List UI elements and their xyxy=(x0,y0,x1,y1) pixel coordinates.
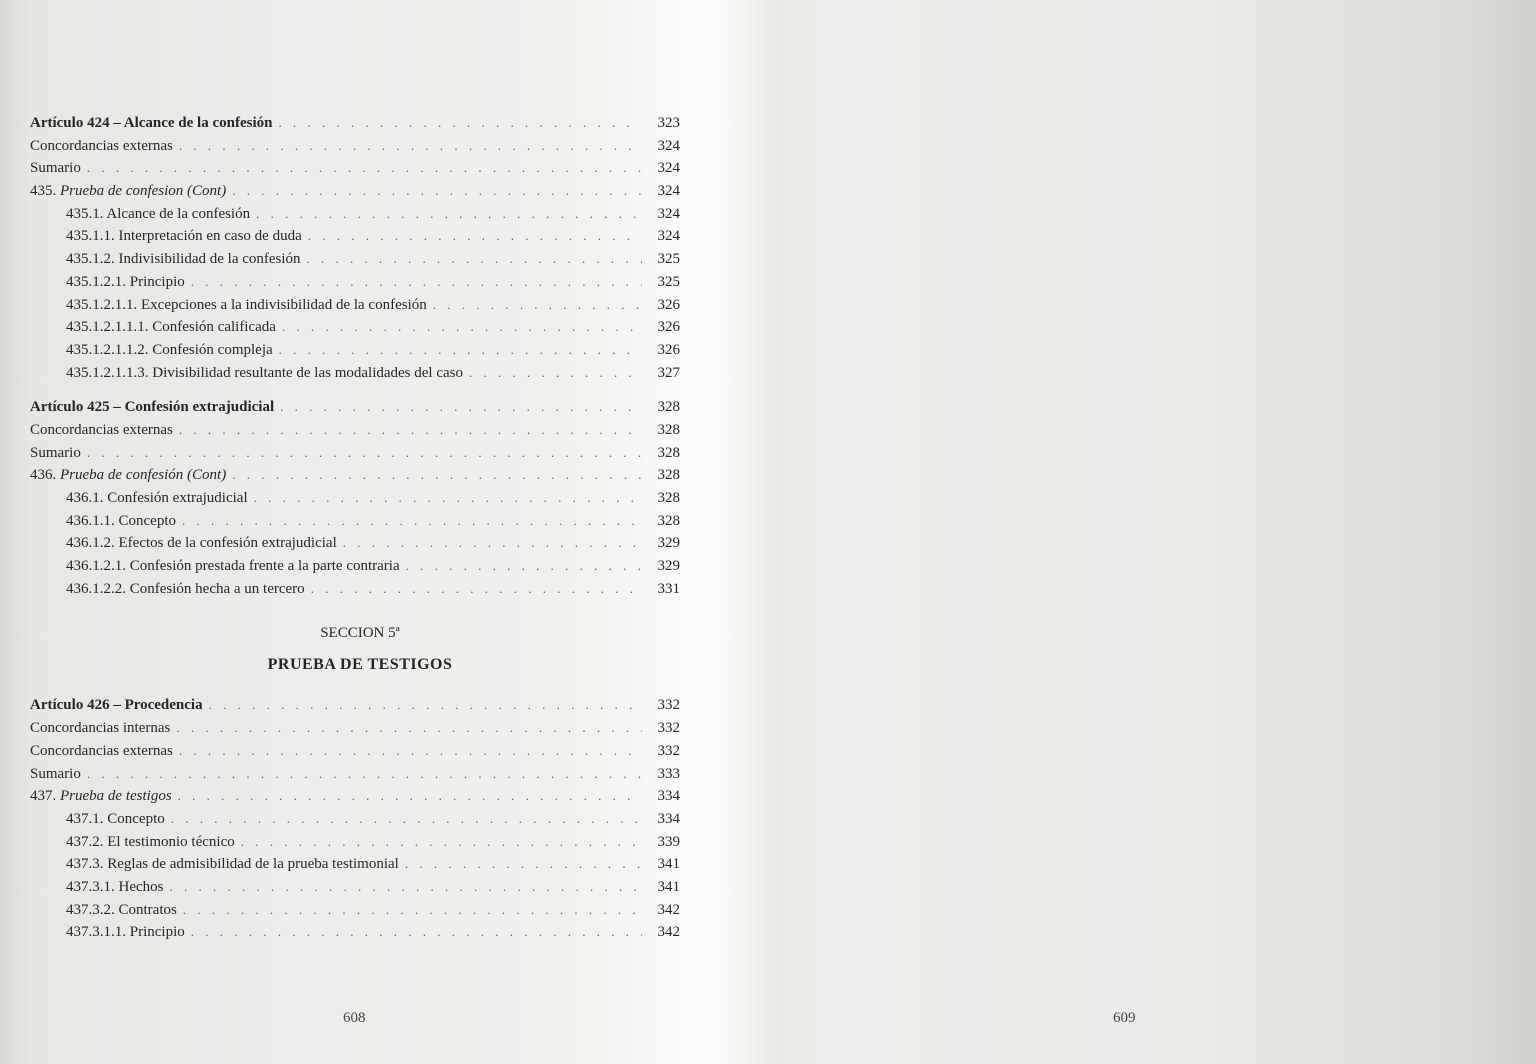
toc-page-number: 323 xyxy=(657,115,680,131)
toc-entry-label xyxy=(30,180,226,203)
dot-leader xyxy=(254,487,642,510)
toc-entry-label xyxy=(30,464,226,487)
toc-entry-label: 437.3.2. Contratos xyxy=(66,901,177,918)
toc-entry-label: Sumario xyxy=(30,444,81,461)
dot-leader xyxy=(232,464,642,487)
toc-subentry xyxy=(30,294,680,317)
toc-page-number: 339 xyxy=(657,833,680,850)
toc-entry-label: 435.1.2.1. Principio xyxy=(66,273,185,290)
toc-entry-label: 437.2. El testimonio técnico xyxy=(66,833,235,850)
toc-page-number: 324 xyxy=(657,160,680,177)
toc-entry-label: Sumario xyxy=(30,765,81,782)
section-heading xyxy=(30,622,680,678)
toc-subentry xyxy=(30,532,680,555)
toc-entry-label: 437.3. Reglas de admisibilidad de la prueba testimonial xyxy=(66,856,399,873)
toc-subentry xyxy=(30,578,680,601)
toc-topic-entry xyxy=(30,464,680,487)
dot-leader xyxy=(282,316,642,339)
toc-page-number: 324 xyxy=(657,228,680,245)
dot-leader xyxy=(469,362,642,385)
toc-subentry xyxy=(30,271,680,294)
dot-leader xyxy=(87,157,642,180)
toc-subentry xyxy=(30,831,680,854)
toc-entry xyxy=(30,740,680,763)
toc-subentry xyxy=(30,921,680,944)
dot-leader xyxy=(191,921,642,944)
toc-entry-label: 435.1.2.1.1. Excepciones a la indivisibilidad de la confesión xyxy=(66,296,427,313)
toc-page-number: 324 xyxy=(657,183,680,200)
dot-leader xyxy=(170,876,643,899)
toc-page-number: 325 xyxy=(657,273,680,290)
page-number: 609 xyxy=(1113,1010,1136,1026)
topic-number: 437. xyxy=(30,788,57,805)
toc-page-number: 332 xyxy=(657,720,680,737)
toc-page-number: 334 xyxy=(657,810,680,827)
toc-entry-label: Concordancias externas xyxy=(30,421,173,438)
dot-leader xyxy=(311,578,642,601)
toc-block xyxy=(30,396,680,600)
toc-entry-label: 435.1.2. Indivisibilidad de la confesión xyxy=(66,251,301,268)
dot-leader xyxy=(191,271,642,294)
dot-leader xyxy=(256,203,642,226)
toc-page-number: 332 xyxy=(657,742,680,759)
toc-entry xyxy=(30,157,680,180)
dot-leader xyxy=(87,763,642,786)
toc-subentry xyxy=(30,339,680,362)
toc-entry-label: Artículo 426 – Procedencia xyxy=(30,697,203,714)
dot-leader xyxy=(405,853,642,876)
dot-leader xyxy=(209,694,642,717)
dot-leader xyxy=(232,180,642,203)
toc-page-number: 342 xyxy=(657,901,680,918)
toc-article-entry xyxy=(30,396,680,419)
topic-title: Prueba de confesion (Cont) xyxy=(60,183,227,200)
topic-title: Prueba de testigos xyxy=(60,788,172,805)
section-number: SECCION 5ª xyxy=(320,625,400,642)
toc-entry-label: 436.1.2. Efectos de la confesión extrajudicial xyxy=(66,535,337,552)
toc-page-number: 326 xyxy=(657,296,680,313)
toc-page-number: 327 xyxy=(657,364,680,381)
toc-page-number: 326 xyxy=(657,341,680,358)
dot-leader xyxy=(179,135,642,158)
right-page xyxy=(768,0,1536,1064)
toc-entry-label: Artículo 424 – Alcance de la confesión xyxy=(30,115,273,131)
toc-entry-label: 436.1. Confesión extrajudicial xyxy=(66,490,248,506)
toc-page-number: 333 xyxy=(657,765,680,782)
dot-leader xyxy=(179,419,642,442)
toc-entry xyxy=(30,135,680,158)
dot-leader xyxy=(171,808,642,831)
toc-subentry xyxy=(30,876,680,899)
toc-entry-label: 436.1.2.2. Confesión hecha a un tercero xyxy=(66,580,305,597)
dot-leader xyxy=(433,294,642,317)
toc-entry xyxy=(30,717,680,740)
toc-entry-label: 435.1.2.1.1.3. Divisibilidad resultante de las modalidades del caso xyxy=(66,364,464,381)
topic-number: 436. xyxy=(30,467,57,484)
toc-block xyxy=(30,112,680,384)
toc-page-number: 328 xyxy=(657,399,680,416)
toc-article-entry xyxy=(30,112,680,135)
toc-entry-label: 435.1. Alcance de la confesión xyxy=(66,205,251,222)
toc-page-number: 341 xyxy=(657,856,680,873)
toc-entry-label: Sumario xyxy=(30,160,81,177)
toc-entry-label: 437.3.1. Hechos xyxy=(66,878,164,895)
toc-article-entry xyxy=(30,694,680,717)
toc-subentry xyxy=(30,225,680,248)
dot-leader xyxy=(307,248,642,271)
toc-page-number: 324 xyxy=(657,137,680,154)
toc-page-number: 328 xyxy=(657,467,680,484)
toc-entry-label: 437.1. Concepto xyxy=(66,810,165,827)
toc-entry-label: 436.1.1. Concepto xyxy=(66,512,176,529)
topic-number: 435. xyxy=(30,183,57,200)
toc-page-number: 331 xyxy=(657,580,680,597)
toc-entry-label xyxy=(30,785,172,808)
dot-leader xyxy=(183,899,642,922)
toc-page-number: 324 xyxy=(657,205,680,222)
dot-leader xyxy=(343,532,642,555)
dot-leader xyxy=(176,717,642,740)
toc-entry-label: 435.1.2.1.1.2. Confesión compleja xyxy=(66,341,273,358)
topic-title: Prueba de confesión (Cont) xyxy=(60,467,227,484)
toc-entry xyxy=(30,442,680,465)
toc-topic-entry xyxy=(30,785,680,808)
left-toc xyxy=(30,112,680,944)
dot-leader xyxy=(278,112,642,135)
section-title: PRUEBA DE TESTIGOS xyxy=(267,656,453,674)
toc-subentry xyxy=(30,555,680,578)
toc-subentry xyxy=(30,853,680,876)
toc-entry-label: 435.1.1. Interpretación en caso de duda xyxy=(66,228,302,245)
dot-leader xyxy=(179,740,642,763)
toc-entry-label: Concordancias externas xyxy=(30,137,173,154)
toc-entry-label: Artículo 425 – Confesión extrajudicial xyxy=(30,399,275,416)
toc-page-number: 328 xyxy=(657,512,680,529)
toc-page-number: 325 xyxy=(657,251,680,268)
toc-block xyxy=(30,694,680,944)
dot-leader xyxy=(87,442,642,465)
toc-entry-label: 435.1.2.1.1.1. Confesión calificada xyxy=(66,319,276,336)
toc-subentry xyxy=(30,316,680,339)
toc-entry xyxy=(30,419,680,442)
toc-topic-entry xyxy=(30,180,680,203)
toc-page-number: 332 xyxy=(657,697,680,714)
toc-entry xyxy=(30,763,680,786)
dot-leader xyxy=(406,555,642,578)
toc-entry-label: 437.3.1.1. Principio xyxy=(66,924,185,941)
toc-page-number: 342 xyxy=(657,924,680,941)
dot-leader xyxy=(280,396,642,419)
dot-leader xyxy=(241,831,642,854)
toc-entry-label: 436.1.2.1. Confesión prestada frente a la parte contraria xyxy=(66,558,400,575)
toc-page-number: 334 xyxy=(657,788,680,805)
dot-leader xyxy=(178,785,642,808)
toc-page-number: 329 xyxy=(657,535,680,552)
toc-page-number: 329 xyxy=(657,558,680,575)
toc-page-number: 328 xyxy=(657,490,680,506)
toc-entry-label: Concordancias externas xyxy=(30,742,173,759)
dot-leader xyxy=(182,510,642,533)
toc-subentry xyxy=(30,510,680,533)
toc-subentry xyxy=(30,248,680,271)
toc-subentry xyxy=(30,203,680,226)
toc-subentry xyxy=(30,362,680,385)
toc-page-number: 326 xyxy=(657,319,680,336)
toc-subentry xyxy=(30,808,680,831)
toc-subentry xyxy=(30,899,680,922)
dot-leader xyxy=(279,339,642,362)
toc-entry-label: Concordancias internas xyxy=(30,720,171,737)
page-number: 608 xyxy=(343,1010,366,1026)
dot-leader xyxy=(308,225,642,248)
toc-page-number: 328 xyxy=(657,444,680,461)
toc-page-number: 328 xyxy=(657,421,680,438)
toc-page-number: 341 xyxy=(657,878,680,895)
toc-subentry xyxy=(30,487,680,510)
